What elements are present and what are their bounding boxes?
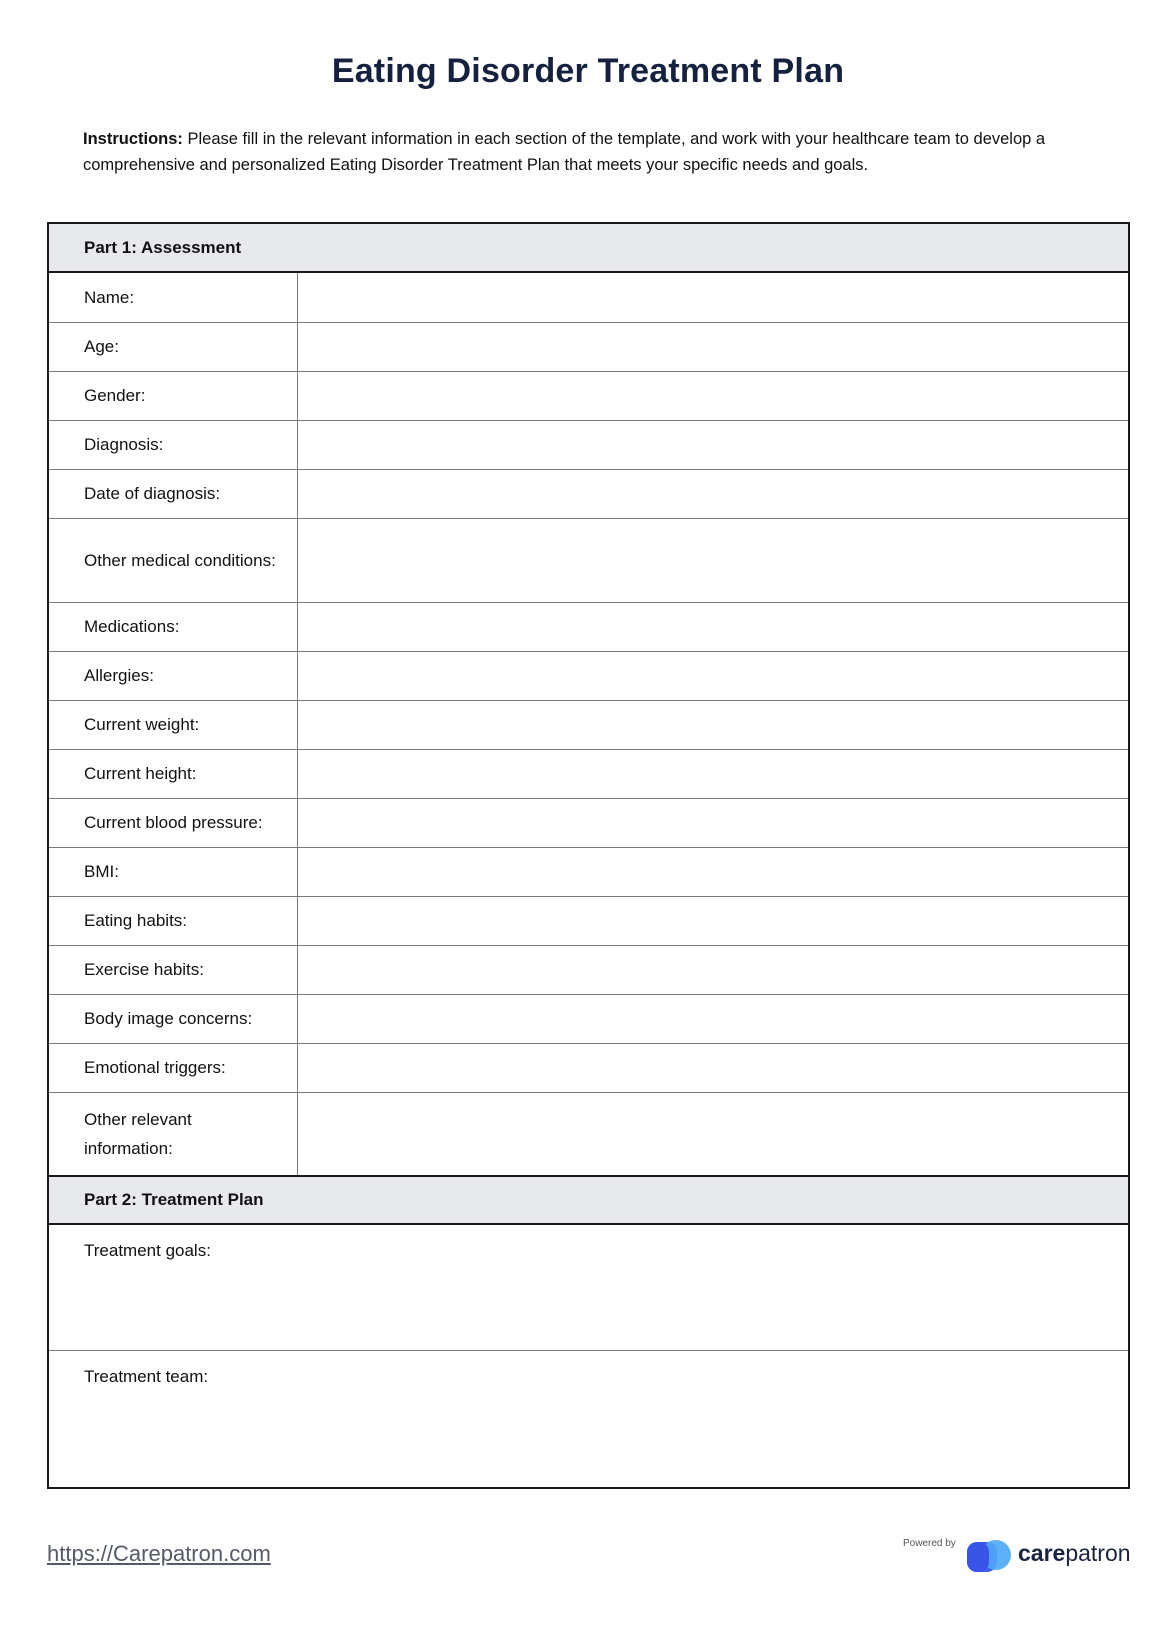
field-label: Allergies: <box>49 652 298 700</box>
field-label: Treatment team: <box>84 1367 209 1386</box>
field-label: Other medical conditions: <box>49 519 298 602</box>
field-label: Medications: <box>49 603 298 651</box>
instructions <box>83 126 1113 178</box>
field-label: Eating habits: <box>49 897 298 945</box>
field-label: Diagnosis: <box>49 421 298 469</box>
field-row-emotional-triggers <box>49 1043 1128 1092</box>
date-of-diagnosis-field[interactable] <box>298 470 1128 518</box>
eating-habits-field[interactable] <box>298 897 1128 945</box>
field-label: Name: <box>49 273 298 322</box>
carepatron-logo-icon <box>967 1538 1017 1572</box>
brand-wordmark <box>1018 1540 1131 1567</box>
diagnosis-field[interactable] <box>298 421 1128 469</box>
field-label: Age: <box>49 323 298 371</box>
field-label: Other relevant information: <box>49 1093 298 1175</box>
gender-field[interactable] <box>298 372 1128 420</box>
field-row-allergies <box>49 651 1128 700</box>
field-row-bmi <box>49 847 1128 896</box>
current-height-field[interactable] <box>298 750 1128 798</box>
other-relevant-information-field[interactable] <box>298 1093 1128 1175</box>
bmi-field[interactable] <box>298 848 1128 896</box>
field-row-current-height <box>49 749 1128 798</box>
field-row-eating-habits <box>49 896 1128 945</box>
field-row-other-relevant-information <box>49 1092 1128 1175</box>
field-row-date-of-diagnosis <box>49 469 1128 518</box>
exercise-habits-field[interactable] <box>298 946 1128 994</box>
field-label: Gender: <box>49 372 298 420</box>
emotional-triggers-field[interactable] <box>298 1044 1128 1092</box>
allergies-field[interactable] <box>298 652 1128 700</box>
field-row-name <box>49 273 1128 322</box>
current-weight-field[interactable] <box>298 701 1128 749</box>
part2-heading: Part 2: Treatment Plan <box>49 1175 1128 1225</box>
page-title: Eating Disorder Treatment Plan <box>331 52 845 90</box>
field-row-gender <box>49 371 1128 420</box>
current-blood-pressure-field[interactable] <box>298 799 1128 847</box>
field-row-body-image-concerns <box>49 994 1128 1043</box>
brand-care: care <box>1018 1540 1066 1566</box>
treatment-plan-form <box>47 222 1130 1489</box>
field-row-exercise-habits <box>49 945 1128 994</box>
treatment-team-field[interactable] <box>49 1350 1128 1487</box>
field-label: Current height: <box>49 750 298 798</box>
field-label: Exercise habits: <box>49 946 298 994</box>
field-row-other-medical-conditions <box>49 518 1128 602</box>
instructions-text: Please fill in the relevant information in each section of the template, and work with your healthcare team to develop a comprehensive and personalized Eating Disorder Treatment Plan that meets your specific needs and goals. <box>83 130 1046 174</box>
field-label: Emotional triggers: <box>49 1044 298 1092</box>
instructions-label: Instructions: <box>83 130 183 148</box>
field-label: Current blood pressure: <box>49 799 298 847</box>
field-row-current-weight <box>49 700 1128 749</box>
field-label: Date of diagnosis: <box>49 470 298 518</box>
carepatron-link[interactable]: https://Carepatron.com <box>47 1541 271 1566</box>
powered-by-label: Powered by <box>903 1538 956 1549</box>
brand-patron: patron <box>1065 1540 1131 1566</box>
field-row-age <box>49 322 1128 371</box>
other-medical-conditions-field[interactable] <box>298 519 1128 602</box>
field-row-medications <box>49 602 1128 651</box>
treatment-goals-field[interactable] <box>49 1225 1128 1350</box>
body-image-concerns-field[interactable] <box>298 995 1128 1043</box>
medications-field[interactable] <box>298 603 1128 651</box>
part1-heading: Part 1: Assessment <box>49 224 1128 273</box>
field-row-current-blood-pressure <box>49 798 1128 847</box>
field-row-diagnosis <box>49 420 1128 469</box>
name-field[interactable] <box>298 273 1128 322</box>
age-field[interactable] <box>298 323 1128 371</box>
field-label: Treatment goals: <box>84 1241 211 1260</box>
field-label: Body image concerns: <box>49 995 298 1043</box>
field-label: Current weight: <box>49 701 298 749</box>
field-label: BMI: <box>49 848 298 896</box>
